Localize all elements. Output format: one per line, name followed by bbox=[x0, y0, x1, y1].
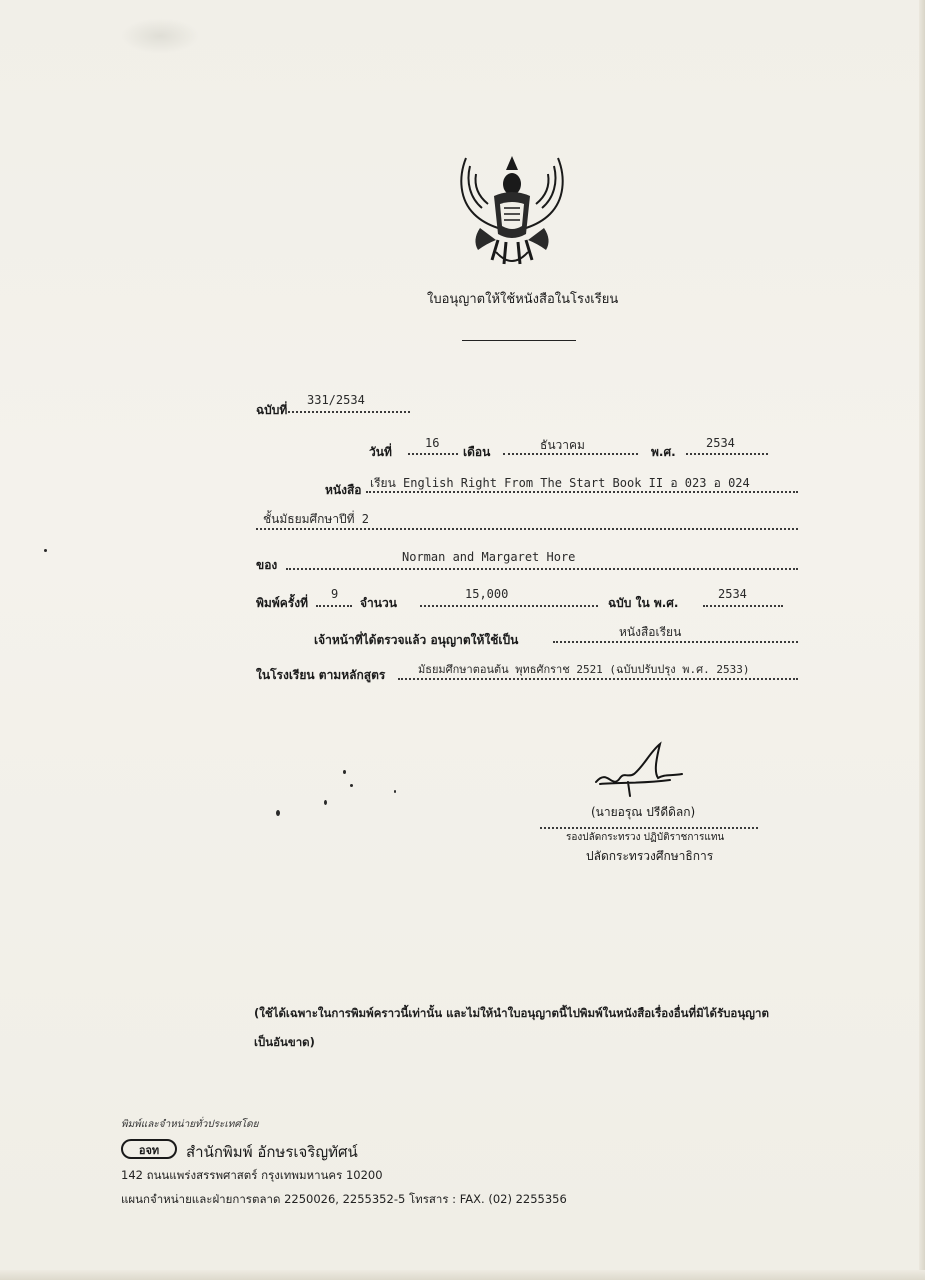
owner-dotted-line bbox=[286, 568, 798, 570]
paper-smudge bbox=[120, 18, 200, 54]
publisher-logo bbox=[121, 1138, 177, 1160]
edition-dotted-line bbox=[316, 605, 352, 607]
paper-edge-bottom bbox=[0, 1270, 925, 1280]
distributed-by-label: พิมพ์และจำหน่ายทั่วประเทศโดย bbox=[121, 1119, 259, 1130]
ink-speck bbox=[350, 784, 353, 787]
date-day-label: วันที่ bbox=[369, 445, 392, 459]
curriculum-label: ในโรงเรียน ตามหลักสูตร bbox=[256, 668, 386, 682]
date-year-value: 2534 bbox=[706, 436, 735, 450]
publisher-logo-text: อจท bbox=[138, 1144, 160, 1157]
copies-year-label: ฉบับ ใน พ.ศ. bbox=[608, 596, 679, 610]
paper-edge-right bbox=[919, 0, 925, 1280]
license-number-label: ฉบับที่ bbox=[256, 403, 288, 417]
date-month-value: ธันวาคม bbox=[540, 438, 585, 452]
print-year-value: 2534 bbox=[718, 587, 747, 601]
license-number-dotted-line bbox=[288, 411, 410, 413]
approved-dotted-line bbox=[553, 641, 798, 643]
signature-dotted-line bbox=[540, 827, 758, 829]
date-month-dotted-line bbox=[503, 453, 638, 455]
document-title: ใบอนุญาตให้ใช้หนังสือในโรงเรียน bbox=[427, 292, 619, 307]
quantity-label: จำนวน bbox=[360, 596, 397, 610]
date-month-label: เดือน bbox=[463, 445, 491, 459]
approved-value: หนังสือเรียน bbox=[619, 625, 682, 639]
handwritten-signature bbox=[590, 738, 690, 798]
quantity-value: 15,000 bbox=[465, 587, 509, 601]
date-year-dotted-line bbox=[686, 453, 768, 455]
curriculum-dotted-line bbox=[398, 678, 798, 680]
print-year-dotted-line bbox=[703, 605, 783, 607]
book-dotted-line bbox=[366, 491, 798, 493]
book-value: เรียน English Right From The Start Book II อ 023 อ 024 bbox=[370, 476, 750, 490]
ink-speck bbox=[394, 790, 396, 793]
license-number-value: 331/2534 bbox=[307, 393, 365, 407]
edition-label: พิมพ์ครั้งที่ bbox=[256, 596, 308, 610]
usage-note-line-2: เป็นอันขาด) bbox=[254, 1035, 315, 1049]
ink-speck bbox=[324, 800, 327, 805]
curriculum-value: มัธยมศึกษาตอนต้น พุทธศักราช 2521 (ฉบับปรับปรุง พ.ศ. 2533) bbox=[418, 663, 750, 676]
date-day-value: 16 bbox=[425, 436, 440, 450]
signer-position: ปลัดกระทรวงศึกษาธิการ bbox=[586, 849, 714, 863]
publisher-name: สำนักพิมพ์ อักษรเจริญทัศน์ bbox=[186, 1143, 358, 1161]
book-label: หนังสือ bbox=[325, 483, 362, 497]
usage-note-line-1: (ใช้ได้เฉพาะในการพิมพ์คราวนี้เท่านั้น และไม่ให้นำใบอนุญาตนี้ไปพิมพ์ในหนังสือเรื่องอื่นที่มิได้รับอนุญาต bbox=[254, 1006, 769, 1020]
ink-speck bbox=[343, 770, 346, 774]
publisher-address: 142 ถนนแพร่งสรรพศาสตร์ กรุงเทพมหานคร 10200 bbox=[121, 1168, 383, 1182]
book-value-line-2: ชั้นมัธยมศึกษาปีที่ 2 bbox=[263, 512, 370, 526]
date-day-dotted-line bbox=[408, 453, 458, 455]
title-underline bbox=[462, 340, 576, 341]
edition-value: 9 bbox=[331, 587, 339, 601]
signer-name: (นายอรุณ ปรีดีดิลก) bbox=[591, 805, 696, 819]
ink-speck bbox=[44, 549, 47, 552]
owner-label: ของ bbox=[256, 558, 278, 572]
quantity-dotted-line bbox=[420, 605, 598, 607]
publisher-sales-contact: แผนกจำหน่ายและฝ่ายการตลาด 2250026, 2255352-5 โทรสาร : FAX. (02) 2255356 bbox=[121, 1192, 567, 1206]
approved-label: เจ้าหน้าที่ได้ตรวจแล้ว อนุญาตให้ใช้เป็น bbox=[314, 633, 519, 647]
owner-value: Norman and Margaret Hore bbox=[402, 550, 576, 564]
date-year-label: พ.ศ. bbox=[651, 445, 676, 459]
garuda-emblem-icon bbox=[452, 148, 572, 270]
book-dotted-line-2 bbox=[256, 528, 798, 530]
ink-speck bbox=[276, 810, 280, 816]
signer-acting-title: รองปลัดกระทรวง ปฏิบัติราชการแทน bbox=[566, 832, 725, 843]
